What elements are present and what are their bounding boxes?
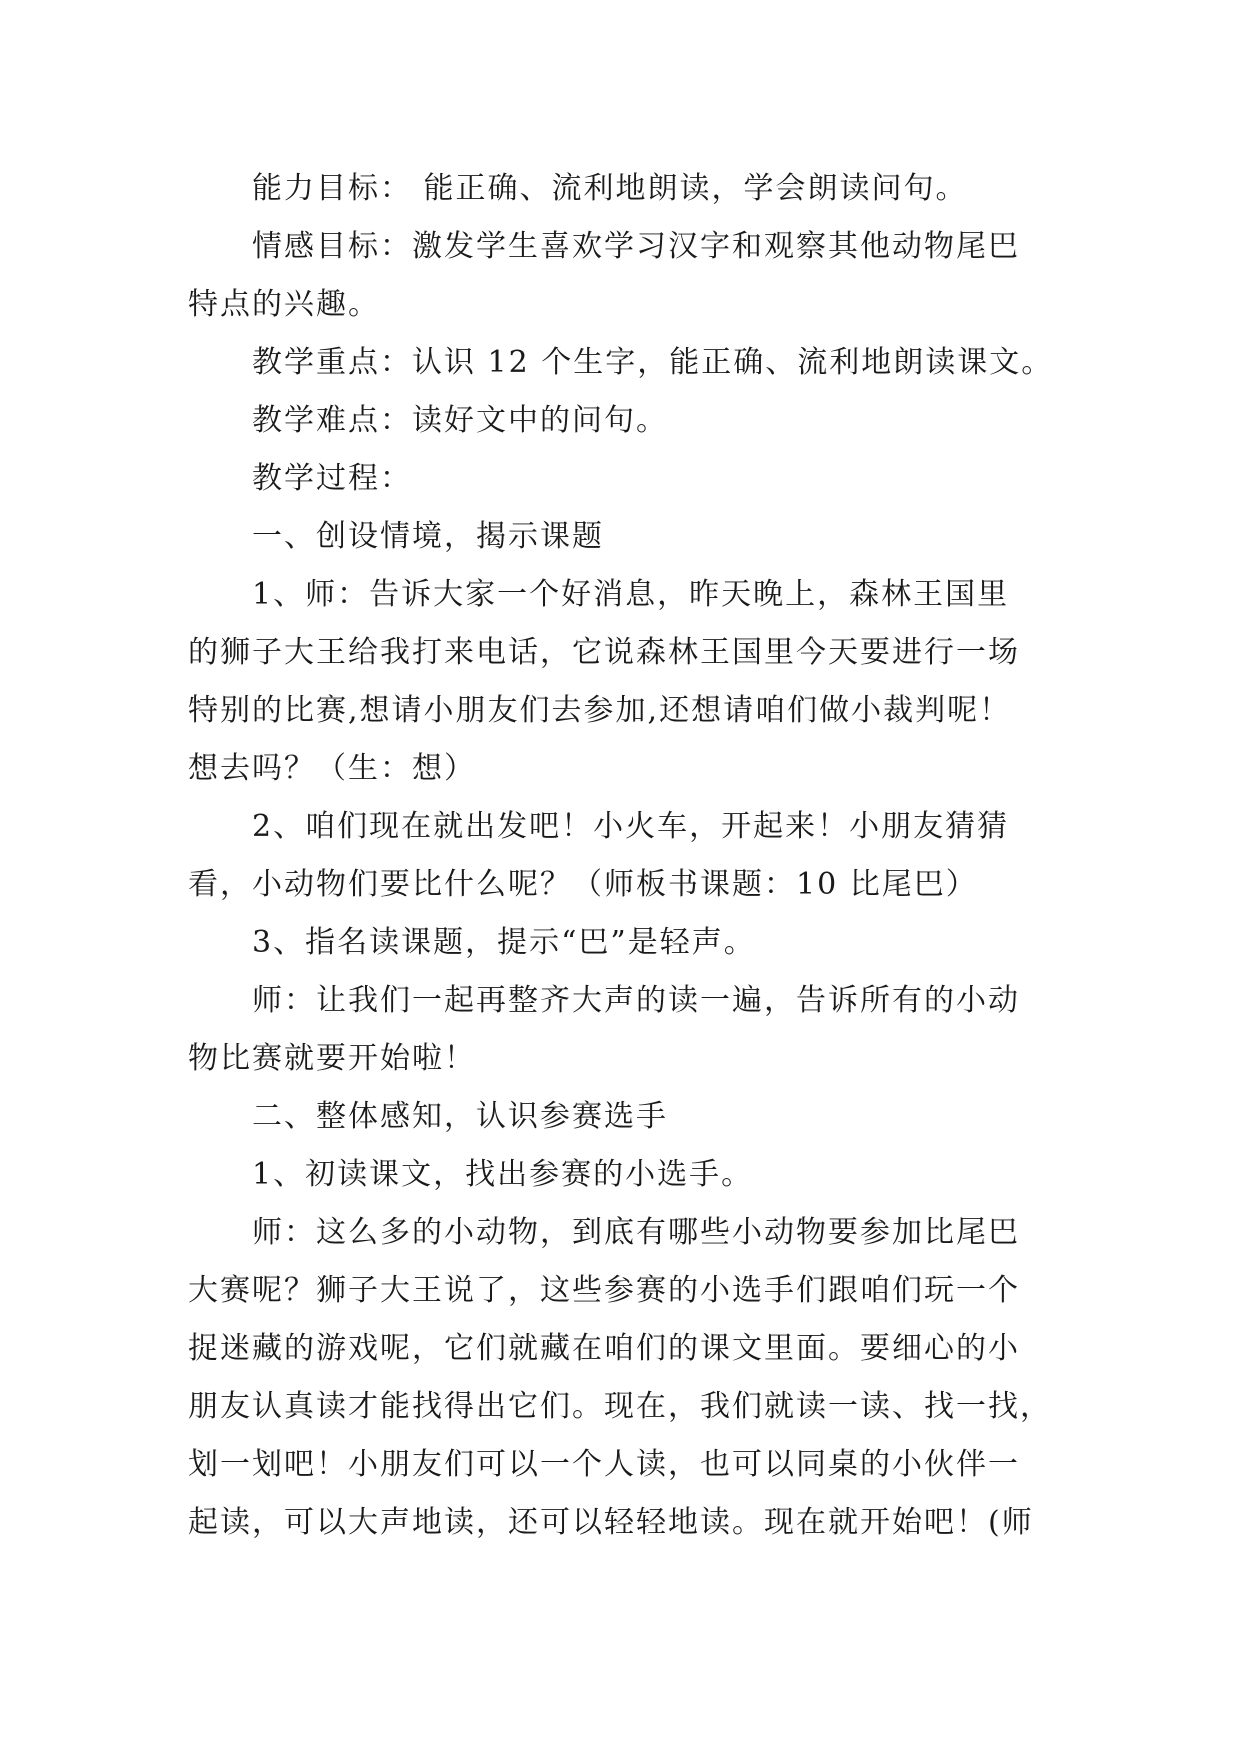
paragraph-teaching-difficulty: 教学难点：读好文中的问句。 <box>252 403 668 438</box>
paragraph-step-2-cont: 看，小动物们要比什么呢？（师板书课题：10 比尾巴） <box>188 867 978 902</box>
paragraph-ability-goal: 能力目标： 能正确、流利地朗读，学会朗读问句。 <box>252 171 968 206</box>
paragraph-teaching-focus: 教学重点：认识 12 个生字，能正确、流利地朗读课文。 <box>252 345 1054 380</box>
paragraph-step-3: 3、指名读课题，提示“巴”是轻声。 <box>252 925 756 960</box>
paragraph-step-1: 1、师：告诉大家一个好消息，昨天晚上，森林王国里 <box>252 577 1010 612</box>
paragraph-teacher-2-cont-2: 捉迷藏的游戏呢，它们就藏在咱们的课文里面。要细心的小 <box>188 1331 1020 1366</box>
paragraph-teacher-1-cont: 物比赛就要开始啦！ <box>188 1041 476 1076</box>
paragraph-teacher-2-cont-1: 大赛呢？狮子大王说了，这些参赛的小选手们跟咱们玩一个 <box>188 1273 1020 1308</box>
paragraph-step-1-cont-2: 特别的比赛,想请小朋友们去参加,还想请咱们做小裁判呢！ <box>188 693 1012 728</box>
paragraph-emotion-goal: 情感目标：激发学生喜欢学习汉字和观察其他动物尾巴 <box>252 229 1020 264</box>
paragraph-read-1: 1、初读课文，找出参赛的小选手。 <box>252 1157 754 1192</box>
section-heading-1: 一、创设情境，揭示课题 <box>252 519 604 554</box>
paragraph-emotion-goal-cont: 特点的兴趣。 <box>188 287 380 322</box>
paragraph-teacher-2-cont-3: 朋友认真读才能找得出它们。现在，我们就读一读、找一找， <box>188 1389 1052 1424</box>
document-body <box>188 160 1068 1552</box>
paragraph-step-1-cont-3: 想去吗？（生：想） <box>188 751 476 786</box>
paragraph-teacher-2-cont-5: 起读，可以大声地读，还可以轻轻地读。现在就开始吧！(师 <box>188 1505 1034 1540</box>
paragraph-teacher-2: 师：这么多的小动物，到底有哪些小动物要参加比尾巴 <box>252 1215 1020 1250</box>
paragraph-step-1-cont-1: 的狮子大王给我打来电话，它说森林王国里今天要进行一场 <box>188 635 1020 670</box>
paragraph-teacher-1: 师：让我们一起再整齐大声的读一遍，告诉所有的小动 <box>252 983 1020 1018</box>
section-heading-2: 二、整体感知，认识参赛选手 <box>252 1099 668 1134</box>
paragraph-step-2: 2、咱们现在就出发吧！小火车，开起来！小朋友猜猜 <box>252 809 1010 844</box>
paragraph-teaching-process: 教学过程： <box>252 461 412 496</box>
paragraph-teacher-2-cont-4: 划一划吧！小朋友们可以一个人读，也可以同桌的小伙伴一 <box>188 1447 1020 1482</box>
